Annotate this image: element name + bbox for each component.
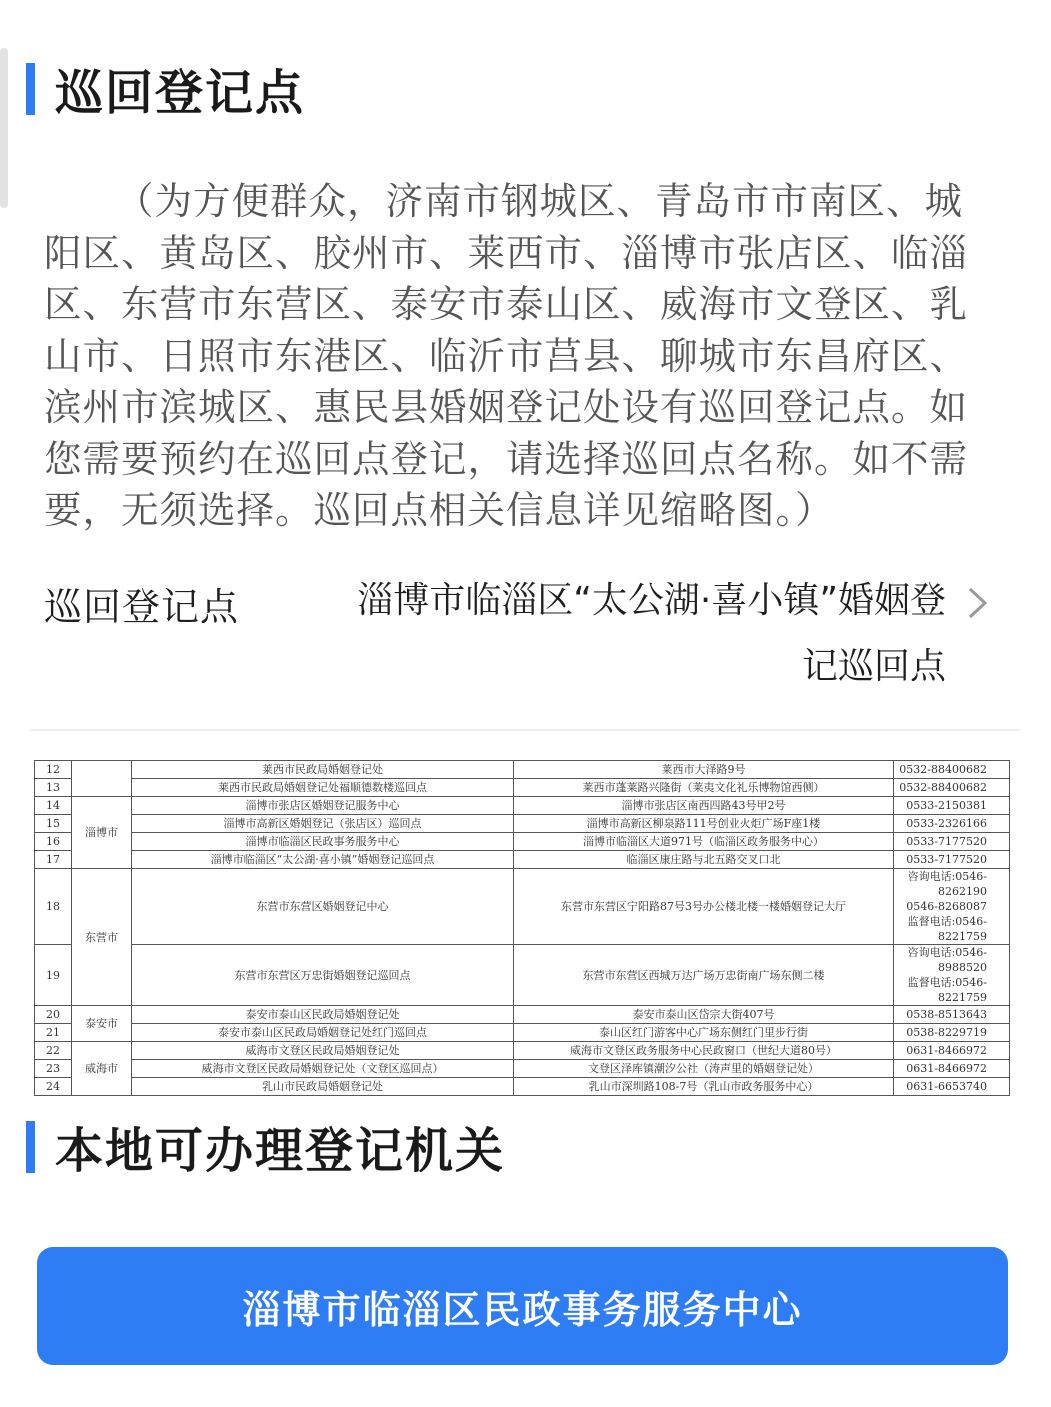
table-row: 12 莱西市民政局婚姻登记处 莱西市大泽路9号 0532-88400682 — [35, 761, 1010, 779]
city-cell: 东营市 — [72, 869, 132, 1006]
table-row: 24 乳山市民政局婚姻登记处 乳山市深圳路108-7号（乳山市政务服务中心） 0631-6653740 — [35, 1078, 1010, 1096]
table-row: 20 泰安市 泰安市泰山区民政局婚姻登记处 泰安市泰山区岱宗大街407号 0538-8513643 — [35, 1006, 1010, 1024]
selected-value[interactable]: 淄博市临淄区“太公湖·喜小镇”婚姻登记巡回点 — [357, 580, 946, 687]
table-row: 13 莱西市民政局婚姻登记处福顺德数楼巡回点 莱西市蓬莱路兴隆街（莱夷文化礼乐博物馆西侧） 0532-88400682 — [35, 779, 1010, 797]
section-title-text: 本地可办理登记机关 — [55, 1123, 506, 1179]
table-row: 14 淄博市 淄博市张店区婚姻登记服务中心 淄博市张店区南西四路43号甲2号 0533-2150381 — [35, 797, 1010, 815]
circuit-points-table — [34, 760, 1010, 1096]
table-row: 16 淄博市临淄区民政事务服务中心 淄博市临淄区大道971号（临淄区政务服务中心） 0533-7177520 — [35, 833, 1010, 851]
field-label: 巡回登记点 — [44, 585, 240, 629]
section-title-local-office — [26, 1112, 505, 1181]
table-row: 17 淄博市临淄区“太公湖·喜小镇”婚姻登记巡回点 临淄区康庄路与北五路交叉口北 0533-7177520 — [35, 851, 1010, 869]
circuit-point-selector[interactable] — [44, 576, 1004, 706]
city-cell: 威海市 — [72, 1042, 132, 1096]
title-accent-bar — [26, 63, 35, 115]
section-title-text: 巡回登记点 — [55, 65, 306, 121]
table-row: 22 威海市 威海市文登区民政局婚姻登记处 威海市文登区政务服务中心民政窗口（世纪大道80号） 0631-8466972 — [35, 1042, 1010, 1060]
scroll-indicator[interactable] — [0, 48, 8, 208]
city-cell: 泰安市 — [72, 1006, 132, 1042]
intro-paragraph: （为方便群众，济南市钢城区、青岛市市南区、城阳区、黄岛区、胶州市、莱西市、淄博市张店区、临淄区、东营市东营区、泰安市泰山区、威海市文登区、乳山市、日照市东港区、临沂市莒县、聊城市东昌府区、滨州市滨城区、惠民县婚姻登记处设有巡回登记点。如您需要预约在巡回点登记，请选择巡回点名称。如不需要，无须选择。巡回点相关信息详见缩略图。） — [44, 179, 968, 532]
table-row: 23 威海市文登区民政局婚姻登记处（文登区巡回点） 文登区泽库镇潮汐公社（涛声里的婚姻登记处） 0631-8466972 — [35, 1060, 1010, 1078]
office-select-button[interactable]: 淄博市临淄区民政事务服务中心 — [37, 1247, 1008, 1365]
table-row: 15 淄博市高新区婚姻登记（张店区）巡回点 淄博市高新区柳泉路111号创业火炬广场F座1楼 0533-2326166 — [35, 815, 1010, 833]
title-accent-bar — [26, 1121, 35, 1173]
circuit-points-thumbnail[interactable] — [34, 760, 1010, 1093]
city-cell: 淄博市 — [72, 797, 132, 869]
chevron-right-icon[interactable] — [964, 586, 992, 620]
divider — [30, 729, 1020, 731]
table-row: 18 东营市 东营市东营区婚姻登记中心 东营市东营区宁阳路87号3号办公楼北楼一楼婚姻登记大厅 咨询电话:0546-8262190 0546-8268087 监督电话:0546-8221759 — [35, 869, 1010, 945]
section-title-circuit — [26, 54, 305, 123]
table-row: 19 东营市东营区万忠街婚姻登记巡回点 东营市东营区西城万达广场万忠街南广场东侧二楼 咨询电话:0546-8988520 监督电话:0546-8221759 — [35, 945, 1010, 1006]
table-row: 21 泰安市泰山区民政局婚姻登记处红门巡回点 泰山区红门游客中心广场东侧红门里步行街 0538-8229719 — [35, 1024, 1010, 1042]
